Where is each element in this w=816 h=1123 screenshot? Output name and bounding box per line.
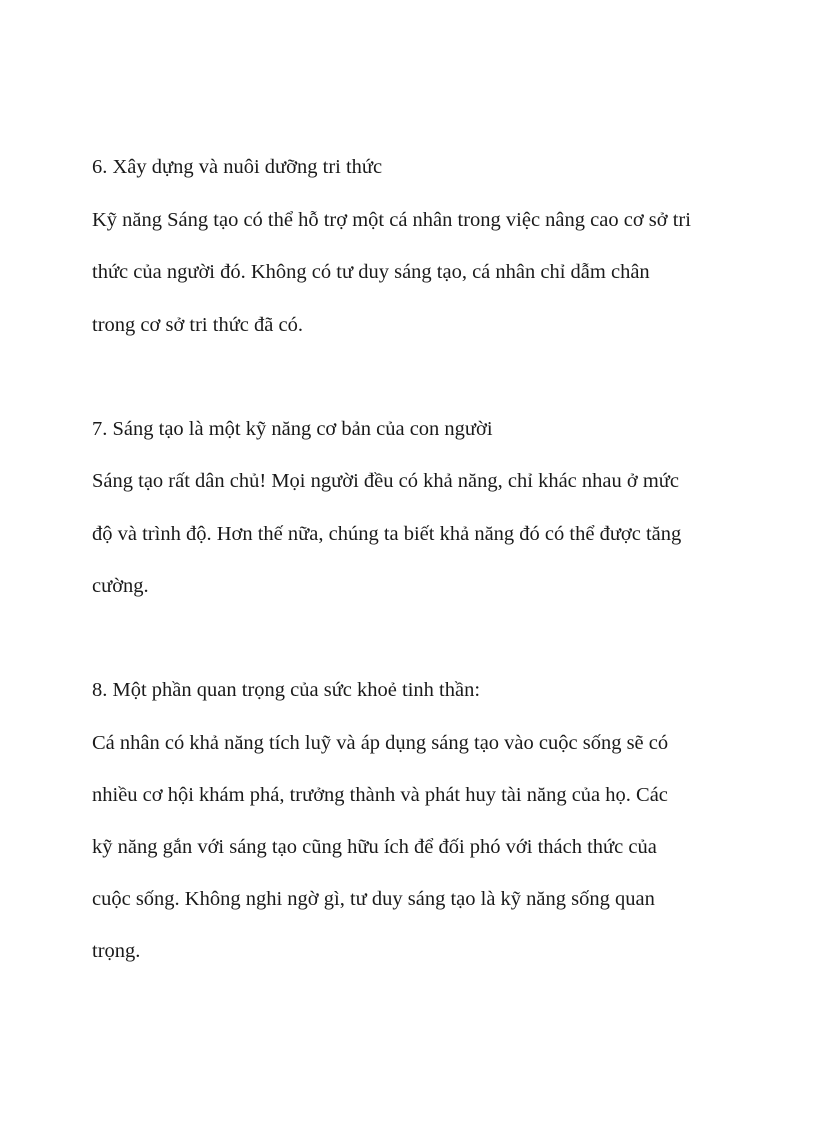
paragraph-line: trọng. [92,940,141,962]
paragraph-line: cường. [92,575,149,597]
section-heading: 8. Một phần quan trọng của sức khoẻ tinh thần: [92,679,481,701]
section-heading: 7. Sáng tạo là một kỹ năng cơ bản của con người [92,418,493,440]
paragraph-line: độ và trình độ. Hơn thế nữa, chúng ta biết khả năng đó có thể được tăng [92,523,682,545]
paragraph-line: cuộc sống. Không nghi ngờ gì, tư duy sáng tạo là kỹ năng sống quan [92,888,655,910]
paragraph-line: kỹ năng gắn với sáng tạo cũng hữu ích để đối phó với thách thức của [92,836,657,858]
section-heading: 6. Xây dựng và nuôi dưỡng tri thức [92,156,383,178]
paragraph-line: trong cơ sở tri thức đã có. [92,314,303,336]
paragraph-line: Kỹ năng Sáng tạo có thể hỗ trợ một cá nhân trong việc nâng cao cơ sở tri [92,209,691,231]
paragraph-line: thức của người đó. Không có tư duy sáng tạo, cá nhân chỉ dẫm chân [92,261,650,283]
paragraph-line: nhiều cơ hội khám phá, trưởng thành và phát huy tài năng của họ. Các [92,784,668,806]
paragraph-line: Sáng tạo rất dân chủ! Mọi người đều có khả năng, chỉ khác nhau ở mức [92,470,679,492]
paragraph-line: Cá nhân có khả năng tích luỹ và áp dụng sáng tạo vào cuộc sống sẽ có [92,732,669,754]
